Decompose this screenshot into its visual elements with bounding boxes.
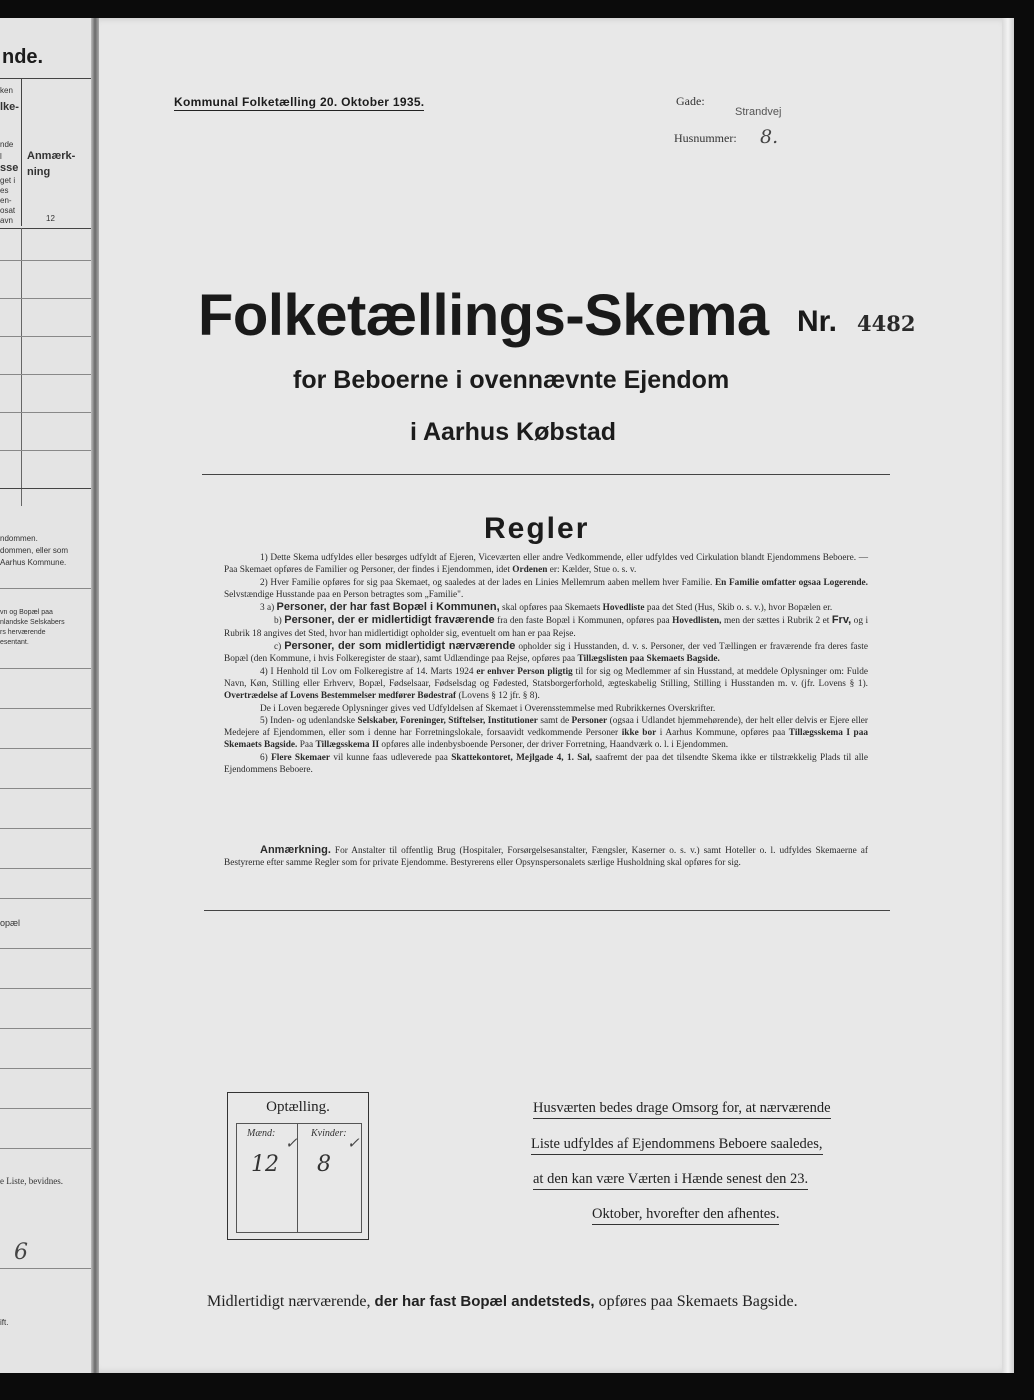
- rule-4: 4) I Henhold til Lov om Folkeregistre af 14. Marts 1924 er enhver Person pligtig til for sig og Medlemmer af sin Husstand, at meddele Oplysninger om: Fulde Navn, Køn, Stilling eller Erhverv, Bopæl, Fødselsaar, Fødselsdag og Fødested, Statsborgerforhold, ægteskabelig Stilling, Stilling i Husstanden m. v. (jfr. Lovens § 1). Overtrædelse af Lovens Bestemmelser medfører Bødestraf (Lovens § 12 jfr. § 8).: [224, 666, 868, 702]
- census-heading: Kommunal Folketælling 20. Oktober 1935.: [174, 95, 425, 109]
- left-page-strip: [0, 18, 95, 1373]
- footer-pre: Midlertidigt nærværende,: [207, 1293, 371, 1310]
- landlord-instruction-line2: Liste udfyldes af Ejendommens Beboere saaledes,: [531, 1136, 823, 1155]
- left-form-line: [0, 988, 95, 989]
- left-col-divider: [21, 78, 22, 226]
- gade-label: Gade:: [676, 94, 705, 108]
- left-form-line: [0, 748, 95, 749]
- rule-3c: c) Personer, der som midlertidigt nærværende opholder sig i Husstanden, d. v. s. Personer, der ved Tællingen er fraværende fra deres faste Bopæl (den Kommune, i hvis Folkeregister de staar), samt Udlændinge paa Rejse, opføres paa Tillægslisten paa Skemaets Bagside.: [224, 640, 869, 665]
- left-handwritten-number: 6: [14, 1240, 28, 1265]
- left-note-line: Aarhus Kommune.: [0, 558, 67, 567]
- left-col-fragment-3: nde: [0, 140, 14, 149]
- left-note-line: rs herværende: [0, 629, 46, 636]
- form-number-label: Nr.: [797, 305, 838, 338]
- footer-post: opføres paa Skemaets Bagside.: [598, 1293, 798, 1310]
- left-col-fragment-4: l: [0, 152, 2, 161]
- men-check-mark: ✓: [285, 1134, 298, 1152]
- left-table-header-rule: [0, 228, 95, 229]
- left-divider: [0, 588, 95, 589]
- left-form-line: [0, 948, 95, 949]
- remark-text: For Anstalter til offentlig Brug (Hospitaler, Forsørgelsesanstalter, Fængsler, Kaserner o. s. v.) samt Hoteller o. l. udfyldes Skemaerne af Bestyrerne efter samme Regler som for private Ejendomme. Bestyrerens eller Opsynspersonalets særlige Husholdning skal opføres for sig.: [224, 846, 868, 869]
- left-col-fragment-10: avn: [0, 216, 13, 225]
- rule-3a: 3 a) Personer, der har fast Bopæl i Kommunen, skal opføres paa Skemaets Hovedliste paa det Sted (Hus, Skib o. s. v.), hvor Bopælen er.: [260, 601, 833, 614]
- left-form-line: [0, 898, 95, 899]
- left-row-line: [0, 450, 95, 451]
- left-row-line: [0, 412, 95, 413]
- left-form-line: [0, 1148, 95, 1149]
- left-liste-fragment: e Liste, bevidnes.: [0, 1176, 63, 1186]
- left-note-line: esentant.: [0, 639, 29, 646]
- left-note-line: ndommen.: [0, 534, 38, 543]
- left-row-line: [0, 336, 95, 337]
- men-label: Mænd:: [247, 1128, 276, 1139]
- title-divider: [202, 474, 890, 475]
- left-form-line: [0, 868, 95, 869]
- left-col-fragment-8: en-: [0, 196, 12, 205]
- left-row-line: [0, 260, 95, 261]
- rule-3b: b) Personer, der er midlertidigt fraværende fra den faste Bopæl i Kommunen, opføres paa Hovedlisten, men der sættes i Rubrik 2 et Frv, og i Rubrik 18 angives det Sted, hvor han midlertidigt opholder sig, eventuelt om han er paa Rejse.: [224, 614, 869, 639]
- rule-4-cont: De i Loven begærede Oplysninger gives ved Udfyldelsen af Skemaet i Overensstemmelse med Rubrikkernes Overskrifter.: [260, 703, 716, 714]
- left-bopael-fragment: opæl: [0, 918, 21, 928]
- left-rule: [0, 78, 95, 79]
- left-form-line: [0, 708, 95, 709]
- remark-label: Anmærkning.: [260, 844, 331, 856]
- remark-column-number: 12: [46, 214, 55, 223]
- women-label: Kvinder:: [311, 1128, 347, 1139]
- form-title: Folketællings-Skema: [198, 283, 769, 348]
- women-count: 8: [317, 1152, 331, 1177]
- left-note-line: nlandske Selskabers: [0, 619, 65, 626]
- left-form-line: [0, 1028, 95, 1029]
- rules-bottom-divider: [204, 910, 890, 911]
- remark-note: [224, 844, 868, 870]
- left-row-line: [0, 374, 95, 375]
- rules-title: Regler: [484, 512, 590, 545]
- rule-6: 6) Flere Skemaer vil kunne faas udleverede paa Skattekontoret, Mejlgade 4, 1. Sal, saafremt der paa det tilsendte Skema ikke er tilstrækkelig Plads til alle Ejendommens Beboere.: [224, 752, 869, 776]
- men-count: 12: [251, 1152, 279, 1177]
- husnummer-value: 8.: [760, 126, 779, 148]
- left-note-line: dommen, eller som: [0, 546, 69, 555]
- left-form-line: [0, 1068, 95, 1069]
- left-col-fragment-5: sse: [0, 162, 19, 174]
- footer-note: [207, 1293, 798, 1311]
- husnummer-label: Husnummer:: [674, 131, 737, 145]
- left-form-line: [0, 828, 95, 829]
- form-subtitle-line2: i Aarhus Købstad: [410, 418, 617, 446]
- left-bottom-fragment: ift.: [0, 1318, 9, 1327]
- rule-5: 5) Inden- og udenlandske Selskaber, Foreninger, Stiftelser, Institutioner samt de Personer (ogsaa i Udlandet hjemmehørende), der helt eller delvis er Ejere eller Medejere af Ejendommen, eller som i denne har Forretningslokale, forsaavidt vedkommende Personer ikke bor i Aarhus Kommune, opføres paa Tillægsskema I paa Skemaets Bagside. Paa Tillægsskema II opføres alle indenbysboende Personer, der driver Forretning, Haandværk o. l. i Ejendommen.: [224, 715, 869, 751]
- page-edge: [1002, 18, 1014, 1373]
- book-spine: [91, 18, 99, 1373]
- landlord-instruction-line4: Oktober, hvorefter den afhentes.: [592, 1206, 779, 1225]
- count-box-title: Optælling.: [266, 1099, 330, 1115]
- count-box-table: [236, 1123, 362, 1233]
- left-col-fragment-6: get i: [0, 176, 16, 185]
- left-heading-fragment: nde.: [2, 46, 44, 68]
- left-row-line: [0, 298, 95, 299]
- left-note-line: vn og Bopæl paa: [0, 609, 53, 616]
- form-subtitle-line1: for Beboerne i ovennævnte Ejendom: [293, 366, 730, 394]
- left-col-fragment-1: ken: [0, 86, 13, 95]
- rule-1: 1) Dette Skema udfyldes eller besørges udfyldt af Ejeren, Viceværten eller andre Vedkommende, eller udfyldes ved Cirkulation blandt Ejendommens Beboere. — Paa Skemaet opføres de Familier og Personer, der findes i Ejendommen, idet Ordenen er: Kælder, Stue o. s. v.: [224, 553, 868, 576]
- landlord-instruction-line1: Husværten bedes drage Omsorg for, at nærværende: [533, 1100, 831, 1119]
- left-col-fragment-7: es: [0, 186, 9, 195]
- gade-value: Strandvej: [735, 106, 782, 118]
- form-number-value: 4482: [857, 311, 916, 336]
- landlord-instruction-line3: at den kan være Værten i Hænde senest den 23.: [533, 1171, 808, 1190]
- left-row-line: [0, 488, 95, 489]
- rule-2: 2) Hver Familie opføres for sig paa Skemaet, og saaledes at der lades en Linies Mellemrum aaben mellem hver Familie. En Familie omfatter ogsaa Logerende. Selvstændige Husstande paa en Person betragtes som „Familie".: [224, 577, 868, 600]
- left-col-fragment-9: osat: [0, 206, 16, 215]
- left-form-line: [0, 1108, 95, 1109]
- left-form-line: [0, 788, 95, 789]
- footer-bold: der har fast Bopæl andetsteds,: [374, 1293, 595, 1310]
- count-box: [227, 1092, 369, 1240]
- left-col-fragment-2: lke-: [0, 101, 19, 113]
- left-form-line: [0, 1268, 95, 1269]
- rules-text: [224, 552, 868, 776]
- remark-column-header: Anmærk- ning: [27, 150, 76, 178]
- left-form-line: [0, 668, 95, 669]
- women-check-mark: ✓: [347, 1134, 360, 1152]
- left-col-divider-lower: [21, 228, 22, 506]
